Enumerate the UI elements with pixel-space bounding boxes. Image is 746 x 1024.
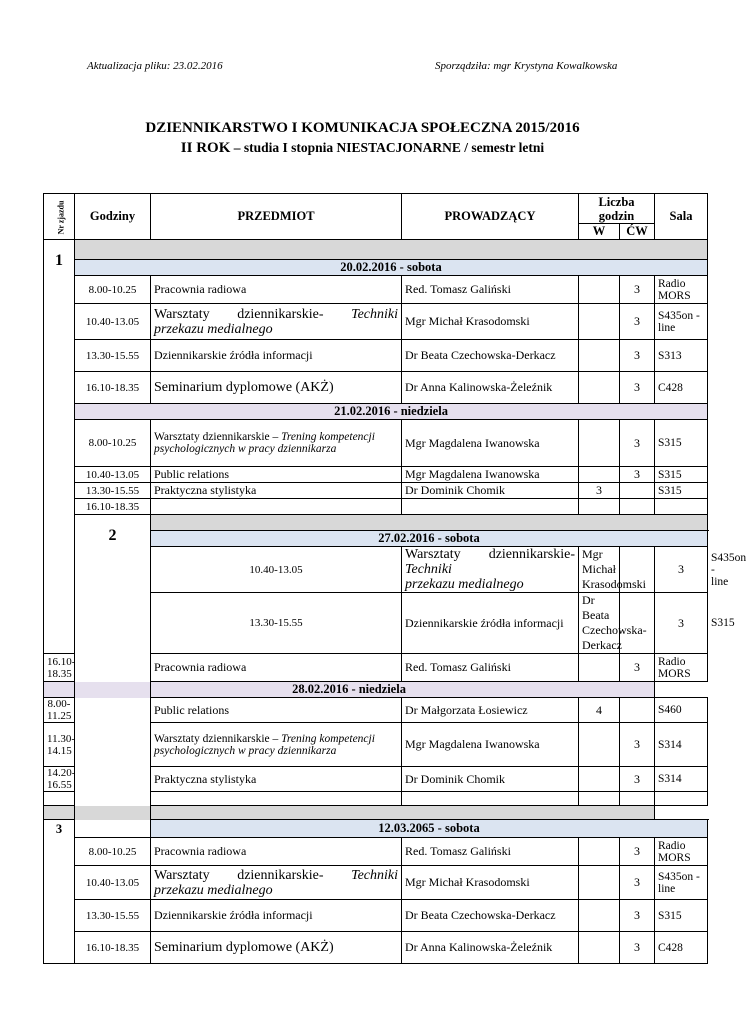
table-row: 13.30-15.55 Praktyczna stylistyka Dr Dominik Chomik 3 S315	[44, 483, 708, 499]
col-header-liczba-godzin: Liczba godzin	[579, 194, 655, 224]
table-row: 13.30-15.55 Dziennikarskie źródła informacji Dr Beata Czechowska-Derkacz 3 S315	[44, 593, 708, 654]
table-row: 8.00-11.25 Public relations Dr Małgorzata Łosiewicz 4 S460	[44, 698, 708, 723]
table-row: 13.30-15.55 Dziennikarskie źródła informacji Dr Beata Czechowska-Derkacz 3 S313	[44, 340, 708, 372]
table-row: 10.40-13.05 Warsztaty dziennikarskie- Techniki przekazu medialnego Mgr Michał Krasodomski 3 S435on -line	[44, 547, 708, 593]
header-row	[44, 194, 708, 224]
table-row: 8.00-10.25 Pracownia radiowa Red. Tomasz Galiński 3 Radio MORS	[44, 276, 708, 304]
table-row: 10.40-13.05 Warsztaty dziennikarskie- Techniki przekazu medialnego Mgr Michał Krasodomski 3 S435on -line	[44, 304, 708, 340]
table-row: 16.10-18.35	[44, 499, 708, 515]
day-header: 27.02.2016 - sobota	[44, 531, 708, 547]
zjazd-number: 3	[44, 820, 75, 964]
page-title: DZIENNIKARSTWO I KOMUNIKACJA SPOŁECZNA 2015/2016	[145, 120, 580, 136]
page-subtitle	[0, 140, 725, 157]
table-row: 16.10-18.35 Seminarium dyplomowe (AKŻ) Dr Anna Kalinowska-Żeleźnik 3 C428	[44, 932, 708, 964]
year-label: II ROK	[180, 140, 231, 156]
col-header-prowadzacy: PROWADZĄCY	[402, 194, 579, 240]
col-header-nr: Nr zjazdu	[44, 194, 75, 240]
zjazd-number: 2	[75, 515, 151, 838]
day-header: 21.02.2016 - niedziela	[44, 404, 708, 420]
col-header-w: W	[579, 224, 620, 240]
file-update-date: Aktualizacja pliku: 23.02.2016	[87, 60, 223, 72]
day-header: 28.02.2016 - niedziela	[44, 682, 708, 698]
table-row: 16.10-18.35 Seminarium dyplomowe (AKŻ) Dr Anna Kalinowska-Żeleźnik 3 C428	[44, 372, 708, 404]
table-row: 8.00-10.25 Warsztaty dziennikarskie – Trening kompetencji psychologicznych w pracy dziennikarza Mgr Magdalena Iwanowska 3 S315	[44, 420, 708, 467]
zjazd-separator	[44, 515, 708, 531]
col-header-godziny: Godziny	[75, 194, 151, 240]
col-header-przedmiot: PRZEDMIOT	[151, 194, 402, 240]
prepared-by: Sporządziła: mgr Krystyna Kowalkowska	[435, 60, 618, 72]
study-mode-label: – studia I stopnia NIESTACJONARNE / semestr letni	[230, 140, 545, 155]
table-row: 13.30-15.55 Dziennikarskie źródła informacji Dr Beata Czechowska-Derkacz 3 S315	[44, 900, 708, 932]
table-row: 10.40-13.05 Public relations Mgr Magdalena Iwanowska 3 S315	[44, 467, 708, 483]
zjazd-separator	[44, 240, 708, 260]
table-row: 11.30-14.15 Warsztaty dziennikarskie – Trening kompetencji psychologicznych w pracy dziennikarza Mgr Magdalena Iwanowska 3 S314	[44, 723, 708, 767]
zjazd-separator	[44, 806, 708, 820]
table-row: 14.20-16.55 Praktyczna stylistyka Dr Dominik Chomik 3 S314	[44, 767, 708, 792]
col-header-cw: ĆW	[620, 224, 655, 240]
table-row: 10.40-13.05 Warsztaty dziennikarskie- Techniki przekazu medialnego Mgr Michał Krasodomski 3 S435on -line	[44, 866, 708, 900]
day-header: 3 12.03.2065 - sobota	[44, 820, 708, 838]
col-header-sala: Sala	[655, 194, 708, 240]
table-row: 16.10-18.35 Pracownia radiowa Red. Tomasz Galiński 3 Radio MORS	[44, 654, 708, 682]
table-row: 8.00-10.25 Pracownia radiowa Red. Tomasz Galiński 3 Radio MORS	[44, 838, 708, 866]
day-header: 20.02.2016 - sobota	[44, 260, 708, 276]
zjazd-number: 1	[44, 240, 75, 654]
schedule-table	[43, 193, 746, 964]
